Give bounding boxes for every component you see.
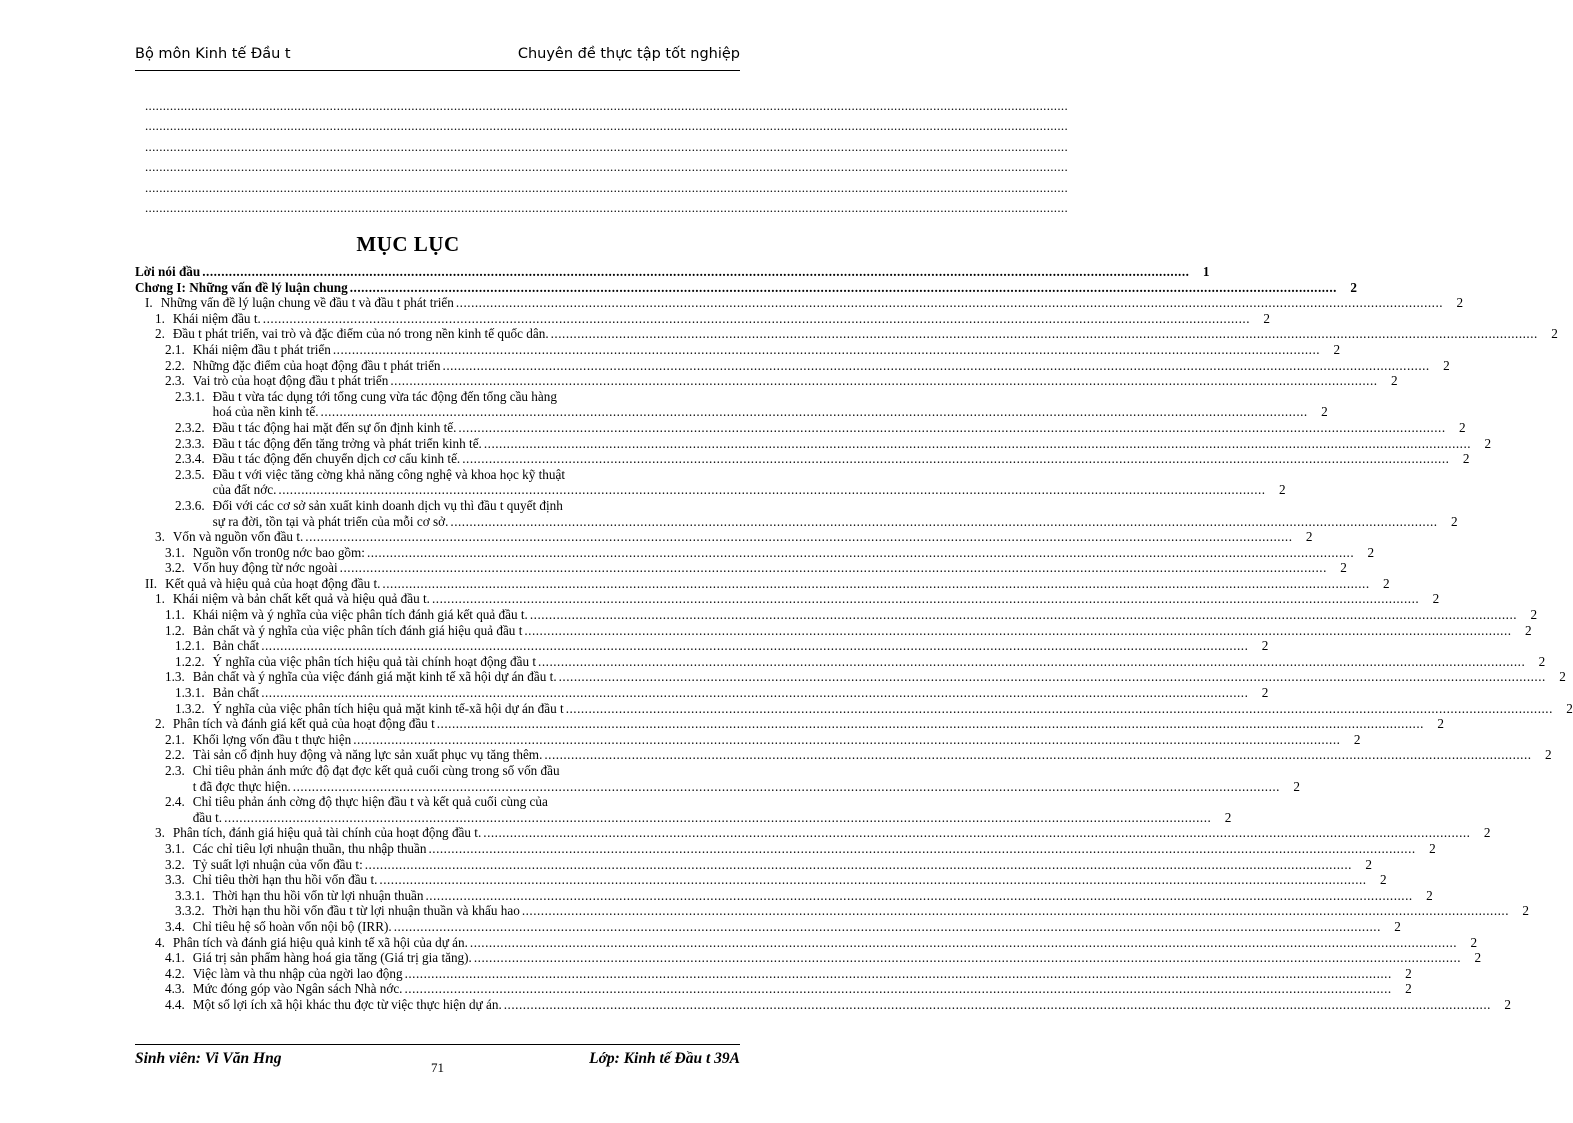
toc-entry-page: 2 (1429, 840, 1436, 856)
toc-entry[interactable] (135, 341, 1341, 358)
toc-entry-text-cont: t đã đợc thực hiện. (192, 778, 291, 794)
toc-entry-page: 2 (1559, 669, 1566, 685)
toc-entry-page: 2 (1293, 778, 1300, 794)
toc-entry-text: Vốn huy động từ nớc ngoài (192, 560, 338, 576)
toc-entry-text: Một số lợi ích xã hội khác thu đợc từ việc thực hiện dự án. (192, 996, 502, 1012)
toc-entry[interactable] (135, 996, 1511, 1013)
toc-entry-number: 1.1. (165, 607, 185, 623)
toc-entry-text: Vốn và nguồn vốn đầu t. (172, 529, 304, 545)
toc-entry[interactable] (135, 965, 1412, 982)
toc-leader: .................................................................................................................................................................................................................................................................... (339, 560, 1327, 576)
toc-leader: .................................................................................................................................................................................................................................................................... (349, 279, 1337, 295)
toc-entry-page: 2 (1504, 996, 1511, 1012)
toc-entry[interactable] (135, 669, 1566, 685)
toc-entry[interactable] (135, 794, 1232, 825)
toc-leader: .................................................................................................................................................................................................................................................................... (382, 575, 1370, 591)
toc-leader: .................................................................................................................................................................................................................................................................... (320, 404, 1308, 420)
toc-entry[interactable] (135, 326, 1558, 342)
toc-entry-number: I. (145, 295, 153, 311)
toc-entry-text: Thời hạn thu hồi vốn từ lợi nhuận thuần (212, 887, 424, 903)
toc-leader: .................................................................................................................................................................................................................................................................... (262, 310, 1250, 326)
toc-entry-number: 3.1. (165, 544, 185, 560)
toc-entry[interactable] (135, 981, 1412, 997)
toc-entry-number: 1.3.2. (175, 700, 205, 716)
toc-entry-text-cont: sự ra đời, tồn tại và phát triển của mỗi cơ sở. (212, 513, 449, 529)
toc-leader: .................................................................................................................................................................................................................................................................... (483, 825, 1471, 841)
toc-entry-number: 1. (155, 310, 165, 326)
dotted-line: .................................................................................................................................................................................................................................................................... (145, 118, 1068, 134)
toc-leader: .................................................................................................................................................................................................................................................................... (529, 607, 1518, 623)
toc-entry-text: Đầu t tác động đến chuyển dịch cơ cấu kinh tế. (212, 451, 461, 467)
toc-entry-number: 1.2.2. (175, 653, 205, 669)
toc-leader: .................................................................................................................................................................................................................................................................... (483, 435, 1472, 451)
toc-entry-page: 2 (1333, 341, 1341, 357)
toc-entry[interactable] (135, 747, 1552, 763)
toc-entry[interactable] (135, 653, 1546, 670)
toc-entry-page: 2 (1551, 326, 1558, 342)
toc-entry-text: Khái niệm đầu t. (172, 310, 261, 326)
toc-leader: .................................................................................................................................................................................................................................................................... (224, 809, 1212, 825)
toc-entry[interactable] (135, 825, 1491, 841)
toc-entry-page: 2 (1530, 607, 1538, 623)
page-title: MỤC LỤC (356, 232, 460, 256)
toc-entry-page: 2 (1350, 279, 1357, 295)
toc-leader: .................................................................................................................................................................................................................................................................... (458, 419, 1446, 435)
toc-entry[interactable] (135, 607, 1538, 623)
toc-entry-text: Khái niệm đầu t phát triển (192, 341, 331, 357)
page-footer (135, 1044, 740, 1075)
footer-class: Lớp: Kinh tế Đầu t 39A (589, 1050, 740, 1067)
toc-entry-text: Kết quả và hiệu quả của hoạt động đầu t. (165, 575, 381, 591)
dotted-line: .................................................................................................................................................................................................................................................................... (145, 98, 1068, 113)
toc-entry-number: 4.1. (165, 950, 185, 966)
toc-entry-text: Thời hạn thu hồi vốn đầu t từ lợi nhuận thuần và khấu hao (212, 903, 520, 919)
toc-entry-text: Chỉ tiêu phản ánh mức độ đạt đợc kết quả cuối cùng trong số vốn đầu (192, 763, 560, 778)
toc-entry-text: Giá trị sản phẩm hàng hoá gia tăng (Giá trị gia tăng). (192, 950, 472, 966)
toc-entry-page: 2 (1538, 653, 1546, 669)
toc-entry-number: 2.3. (165, 763, 185, 778)
toc-entry-text: Đầu t tác động hai mặt đến sự ổn định kinh tế. (212, 419, 457, 435)
toc-entry-page: 2 (1544, 747, 1552, 763)
toc-entry-text: Tỷ suất lợi nhuận của vốn đầu t: (192, 856, 363, 872)
toc-entry-text-cont: đầu t. (192, 809, 223, 825)
toc-leader: .................................................................................................................................................................................................................................................................... (558, 669, 1546, 685)
toc-leader: .................................................................................................................................................................................................................................................................... (565, 700, 1553, 716)
toc-entry-page: 2 (1365, 856, 1372, 872)
toc-entry-number: 3.4. (165, 918, 185, 934)
toc-leader: .................................................................................................................................................................................................................................................................... (538, 653, 1526, 669)
dotted-line: .................................................................................................................................................................................................................................................................... (145, 159, 1068, 175)
toc-entry-text: Chỉ tiêu thời hạn thu hồi vốn đầu t. (192, 872, 378, 888)
toc-entry-number: 2. (155, 716, 165, 732)
toc-entry[interactable] (135, 497, 1458, 529)
header-right: Chuyên đề thực tập tốt nghiệp (517, 46, 740, 62)
toc-entry[interactable] (135, 310, 1270, 327)
toc-leader: .................................................................................................................................................................................................................................................................... (503, 996, 1491, 1012)
toc-leader: .................................................................................................................................................................................................................................................................... (469, 934, 1458, 950)
page-number: 71 (431, 1060, 444, 1075)
toc-entry-number: 2.2. (165, 357, 185, 373)
toc-entry-page: 2 (1437, 716, 1444, 732)
toc-entry-page: 2 (1522, 903, 1529, 919)
toc-entry[interactable] (135, 887, 1433, 904)
toc-entry-page: 2 (1462, 451, 1470, 467)
toc-entry-page: 2 (1340, 560, 1347, 576)
toc-entry[interactable] (135, 279, 1357, 296)
dotted-line: .................................................................................................................................................................................................................................................................... (145, 138, 1068, 154)
toc-entry-text: Đầu t phát triển, vai trò và đặc điểm của nó trong nền kinh tế quốc dân. (172, 326, 549, 342)
toc-entry-page: 2 (1470, 934, 1478, 950)
toc-entry-text: Mức đóng góp vào Ngân sách Nhà nớc. (192, 981, 403, 997)
toc-entry-number: 2.3.1. (175, 388, 205, 404)
toc-entry-number: 3. (155, 529, 165, 545)
toc-leader: .................................................................................................................................................................................................................................................................... (261, 638, 1249, 654)
toc-entry-number: 2.1. (165, 341, 185, 357)
toc-entry-number: 1.3. (165, 669, 185, 685)
toc-entry-number: 4.2. (165, 965, 185, 981)
toc-entry-number: 3.3. (165, 872, 185, 888)
dotted-line: .................................................................................................................................................................................................................................................................... (145, 179, 1068, 195)
toc-leader: .................................................................................................................................................................................................................................................................... (436, 716, 1424, 732)
toc-entry[interactable] (135, 731, 1361, 748)
toc-entry[interactable] (135, 451, 1470, 467)
toc-entry-page: 2 (1305, 529, 1313, 545)
toc-entry[interactable] (135, 575, 1390, 592)
toc-entry-number: 3.1. (165, 840, 185, 856)
toc-entry-number: 2.3.4. (175, 451, 205, 467)
toc-entry-number: 2.3.3. (175, 435, 205, 451)
toc-entry-text: Ý nghĩa của việc phân tích hiệu quả mặt kinh tế-xã hội dự án đầu t (212, 700, 564, 716)
toc-leader: .................................................................................................................................................................................................................................................................... (202, 264, 1190, 279)
toc-entry-page: 2 (1459, 419, 1466, 435)
toc-leader: .................................................................................................................................................................................................................................................................... (431, 591, 1420, 607)
toc-entry-text: Bản chất (212, 685, 260, 701)
toc-entry-page: 2 (1261, 685, 1269, 701)
toc-entry-text: Bản chất và ý nghĩa của việc phân tích đánh giá hiệu quả đầu t (192, 622, 523, 638)
toc-entry-page: 2 (1566, 700, 1573, 716)
toc-entry-text: Đầu t vừa tác dụng tới tổng cung vừa tác động đến tổng cầu hàng (212, 388, 557, 404)
dotted-lines (145, 96, 1068, 218)
toc-entry-text: Đầu t tác động đến tăng trởng và phát triển kinh tế. (212, 435, 482, 451)
toc-entry-number: 2.1. (165, 731, 185, 747)
toc-entry-number: 3.3.1. (175, 887, 205, 903)
toc-entry[interactable] (135, 622, 1532, 639)
toc-entry[interactable] (135, 716, 1444, 732)
toc-leader: .................................................................................................................................................................................................................................................................... (404, 981, 1392, 997)
toc-entry-page: 2 (1524, 622, 1532, 638)
page-header (135, 44, 740, 71)
toc-entry-page: 2 (1474, 950, 1482, 966)
toc-entry-text: Khái niệm và ý nghĩa của việc phân tích đánh giá kết quả đầu t. (192, 607, 528, 623)
toc-entry[interactable] (135, 419, 1466, 436)
toc-entry-page: 2 (1263, 310, 1270, 326)
toc-entry-page: 2 (1380, 872, 1387, 888)
toc-entry-text: Vai trò của hoạt động đầu t phát triển (192, 373, 389, 389)
toc-leader: .................................................................................................................................................................................................................................................................... (473, 950, 1462, 966)
toc-entry-page: 2 (1279, 482, 1286, 498)
header-left: Bộ môn Kinh tế Đầu t (135, 46, 291, 62)
toc-entry-text: Những đặc điểm của hoạt động đầu t phát triển (192, 357, 441, 373)
toc-entry-page: 1 (1202, 264, 1210, 279)
toc-entry-number: 1.3.1. (175, 685, 205, 701)
toc-entry-text: Đầu t với việc tăng cờng khả năng công nghệ và khoa học kỹ thuật (212, 466, 565, 482)
toc-entry-text-cont: của đất nớc. (212, 482, 277, 498)
toc-leader: .................................................................................................................................................................................................................................................................... (425, 887, 1413, 903)
toc-leader: .................................................................................................................................................................................................................................................................... (366, 544, 1355, 560)
toc-entry[interactable] (135, 373, 1398, 389)
footer-student: Sinh viên: Vi Văn Hng (135, 1050, 282, 1067)
toc-entry-text: Những vấn đề lý luận chung về đầu t và đầu t phát triển (160, 295, 454, 311)
toc-entry-number: 2.3.2. (175, 419, 205, 435)
toc-leader: .................................................................................................................................................................................................................................................................... (404, 965, 1392, 981)
toc-leader: .................................................................................................................................................................................................................................................................... (261, 685, 1249, 701)
toc-entry-number: 3.3.2. (175, 903, 205, 919)
toc-leader: .................................................................................................................................................................................................................................................................... (450, 513, 1438, 529)
toc-entry[interactable] (135, 295, 1464, 311)
toc-leader: .................................................................................................................................................................................................................................................................... (390, 373, 1378, 389)
toc-entry[interactable] (135, 856, 1372, 873)
toc-entry[interactable] (135, 638, 1269, 654)
toc-leader: .................................................................................................................................................................................................................................................................... (292, 778, 1280, 794)
toc-entry-page: 2 (1405, 981, 1412, 997)
toc-entry[interactable] (135, 685, 1269, 701)
toc-leader: .................................................................................................................................................................................................................................................................... (278, 482, 1266, 498)
toc-entry[interactable] (135, 388, 1328, 420)
toc-entry-page: 2 (1261, 638, 1269, 654)
toc-entry-text: Phân tích và đánh giá hiệu quả kinh tế xã hội của dự án. (172, 934, 468, 950)
toc-entry[interactable] (135, 529, 1313, 545)
toc-entry-number: 2. (155, 326, 165, 342)
toc-entry[interactable] (135, 357, 1450, 374)
toc-entry-number: 4.4. (165, 996, 185, 1012)
toc-entry-text: Bản chất và ý nghĩa của việc đánh giá mặt kinh tế xã hội dự án đầu t. (192, 669, 557, 685)
toc-entry-number: 3.2. (165, 856, 185, 872)
toc-entry-number: 3. (155, 825, 165, 841)
toc-entry[interactable] (135, 918, 1401, 935)
toc-entry[interactable] (135, 435, 1492, 452)
toc-entry-number: 2.3. (165, 373, 185, 389)
toc-entry-page: 2 (1432, 591, 1440, 607)
toc-entry-number: II. (145, 575, 158, 591)
toc-entry-text: Khối lợng vốn đầu t thực hiện (192, 731, 352, 747)
toc-leader: .................................................................................................................................................................................................................................................................... (364, 856, 1352, 872)
toc-entry-page: 2 (1426, 887, 1433, 903)
toc-entry-page: 2 (1443, 357, 1450, 373)
toc-entry-number: 3.2. (165, 560, 185, 576)
toc-entry-page: 2 (1405, 965, 1412, 981)
toc-entry[interactable] (135, 840, 1436, 857)
toc-leader: .................................................................................................................................................................................................................................................................... (353, 731, 1341, 747)
toc-entry-text: Đối với các cơ sở sản xuất kinh doanh dịch vụ thì đầu t quyết định (212, 497, 563, 513)
toc-entry-text: Các chỉ tiêu lợi nhuận thuần, thu nhập thuần (192, 840, 427, 856)
toc-leader: .................................................................................................................................................................................................................................................................... (462, 451, 1450, 467)
toc-entry[interactable] (135, 264, 1210, 280)
toc-entry-page: 2 (1383, 575, 1390, 591)
toc-entry-text: Phân tích và đánh giá kết quả của hoạt động đầu t (172, 716, 435, 732)
toc-entry-page: 2 (1367, 544, 1375, 560)
toc-entry-number: 1. (155, 591, 165, 607)
toc-entry-number: 1.2.1. (175, 638, 205, 654)
toc-entry-text: Ý nghĩa của việc phân tích hiệu quả tài chính hoạt động đầu t (212, 653, 537, 669)
toc-leader: .................................................................................................................................................................................................................................................................... (428, 840, 1416, 856)
toc-entry-text: Chơng I: Những vấn đề lý luận chung (135, 279, 348, 295)
toc-entry[interactable] (135, 560, 1347, 576)
toc-leader: .................................................................................................................................................................................................................................................................... (521, 903, 1509, 919)
toc-entry-number: 4.3. (165, 981, 185, 997)
toc-leader: .................................................................................................................................................................................................................................................................... (550, 326, 1538, 342)
toc-leader: .................................................................................................................................................................................................................................................................... (442, 357, 1430, 373)
toc-entry-number: 1.2. (165, 622, 185, 638)
toc-leader: .................................................................................................................................................................................................................................................................... (379, 872, 1367, 888)
toc-leader: .................................................................................................................................................................................................................................................................... (544, 747, 1532, 763)
toc-leader: .................................................................................................................................................................................................................................................................... (524, 622, 1512, 638)
toc-entry-number: 2.2. (165, 747, 185, 763)
toc-entry[interactable] (135, 903, 1529, 919)
toc-entry-page: 2 (1353, 731, 1361, 747)
toc-entry[interactable] (135, 466, 1286, 498)
toc-entry-text: Tài sản cố định huy động và năng lực sản xuất phục vụ tăng thêm. (192, 747, 543, 763)
table-of-contents (135, 264, 1573, 1013)
toc-entry-text: Nguồn vốn tron0g nớc bao gồm: (192, 544, 365, 560)
toc-entry-text: Phân tích, đánh giá hiệu quả tài chính của hoạt động đầu t. (172, 825, 482, 841)
toc-entry-page: 2 (1321, 404, 1328, 420)
toc-entry-page: 2 (1394, 918, 1401, 934)
toc-leader: .................................................................................................................................................................................................................................................................... (305, 529, 1293, 545)
toc-entry-number: 2.4. (165, 794, 185, 810)
toc-entry-text: Lời nói đầu (135, 264, 201, 279)
toc-entry-text: Việc làm và thu nhập của ngời lao động (192, 965, 403, 981)
toc-entry-text: Chỉ tiêu phản ánh cờng độ thực hiện đầu t và kết quả cuối cùng của (192, 794, 548, 810)
toc-entry[interactable] (135, 763, 1300, 794)
toc-entry[interactable] (135, 872, 1387, 888)
toc-entry-page: 2 (1450, 513, 1458, 529)
toc-leader: .................................................................................................................................................................................................................................................................... (393, 918, 1381, 934)
toc-entry[interactable] (135, 950, 1482, 966)
toc-entry-number: 2.3.5. (175, 466, 205, 482)
toc-entry[interactable] (135, 700, 1573, 717)
toc-entry-text: Chỉ tiêu hệ số hoàn vốn nội bộ (IRR). (192, 918, 392, 934)
toc-entry-page: 2 (1456, 295, 1464, 311)
toc-entry-page: 2 (1483, 825, 1491, 841)
toc-entry-page: 2 (1224, 809, 1232, 825)
toc-entry-text-cont: hoá của nền kinh tế. (212, 404, 319, 420)
toc-leader: .................................................................................................................................................................................................................................................................... (332, 341, 1321, 357)
toc-entry[interactable] (135, 544, 1375, 561)
toc-entry-page: 2 (1390, 373, 1398, 389)
toc-leader: .................................................................................................................................................................................................................................................................... (455, 295, 1444, 311)
dotted-line: .................................................................................................................................................................................................................................................................... (145, 200, 1068, 216)
toc-entry[interactable] (135, 591, 1440, 607)
toc-entry-text: Khái niệm và bản chất kết quả và hiệu quả đầu t. (172, 591, 430, 607)
toc-entry-number: 2.3.6. (175, 497, 205, 513)
toc-entry-page: 2 (1484, 435, 1492, 451)
toc-entry-text: Bản chất (212, 638, 260, 654)
toc-entry-number: 4. (155, 934, 165, 950)
toc-entry[interactable] (135, 934, 1478, 951)
